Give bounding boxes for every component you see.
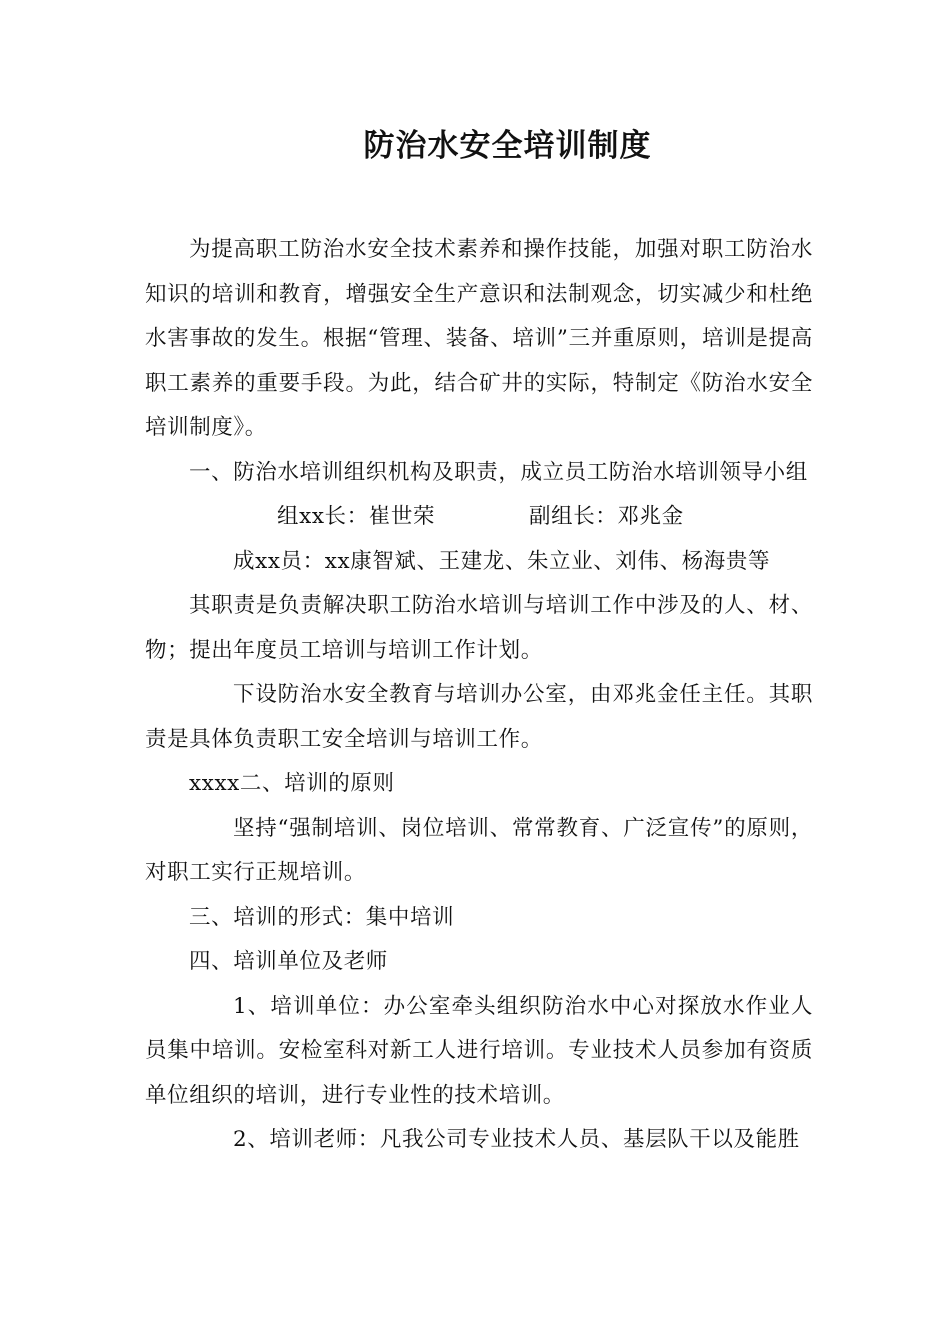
deputy-leader: 副组长：邓兆金 — [529, 504, 684, 529]
section4-heading: 四、培训单位及老师 — [189, 949, 388, 974]
office-paragraph: 下设防治水安全教育与培训办公室，由邓兆金任主任。其职责是具体负责职工安全培训与培训工作。 — [145, 682, 813, 752]
group-leader: 组xx长：崔世荣 — [277, 504, 436, 529]
document-title: 防治水安全培训制度 — [363, 128, 652, 164]
section1-heading: 一、防治水培训组织机构及职责，成立员工防治水培训领导小组 — [189, 459, 808, 485]
duty-paragraph: 其职责是负责解决职工防治水培训与培训工作中涉及的人、材、物；提出年度员工培训与培训工作计划。 — [145, 593, 813, 663]
leader-row — [145, 495, 813, 540]
section3-heading: 三、培训的形式：集中培训 — [189, 904, 455, 930]
intro-paragraph: 为提高职工防治水安全技术素养和操作技能，加强对职工防治水知识的培训和教育，增强安全生产意识和法制观念，切实减少和杜绝水害事故的发生。根据“管理、装备、培训”三并重原则，培训是提高职工素养的重要手段。为此，结合矿井的实际，特制定《防治水安全培训制度》。 — [145, 237, 813, 440]
section2-heading: xxxx二、培训的原则 — [189, 771, 395, 796]
document-body — [145, 228, 813, 1163]
group-members: 成xx员：xx康智斌、王建龙、朱立业、刘伟、杨海贵等 — [233, 548, 771, 574]
principle-paragraph: 坚持“强制培训、岗位培训、常常教育、广泛宣传”的原则，对职工实行正规培训。 — [145, 815, 813, 885]
item1-paragraph: 1、培训单位：办公室牵头组织防治水中心对探放水作业人员集中培训。安检室科对新工人进行培训。专业技术人员参加有资质单位组织的培训，进行专业性的技术培训。 — [145, 993, 813, 1108]
item2-paragraph: 2、培训老师：凡我公司专业技术人员、基层队干以及能胜 — [233, 1127, 800, 1152]
